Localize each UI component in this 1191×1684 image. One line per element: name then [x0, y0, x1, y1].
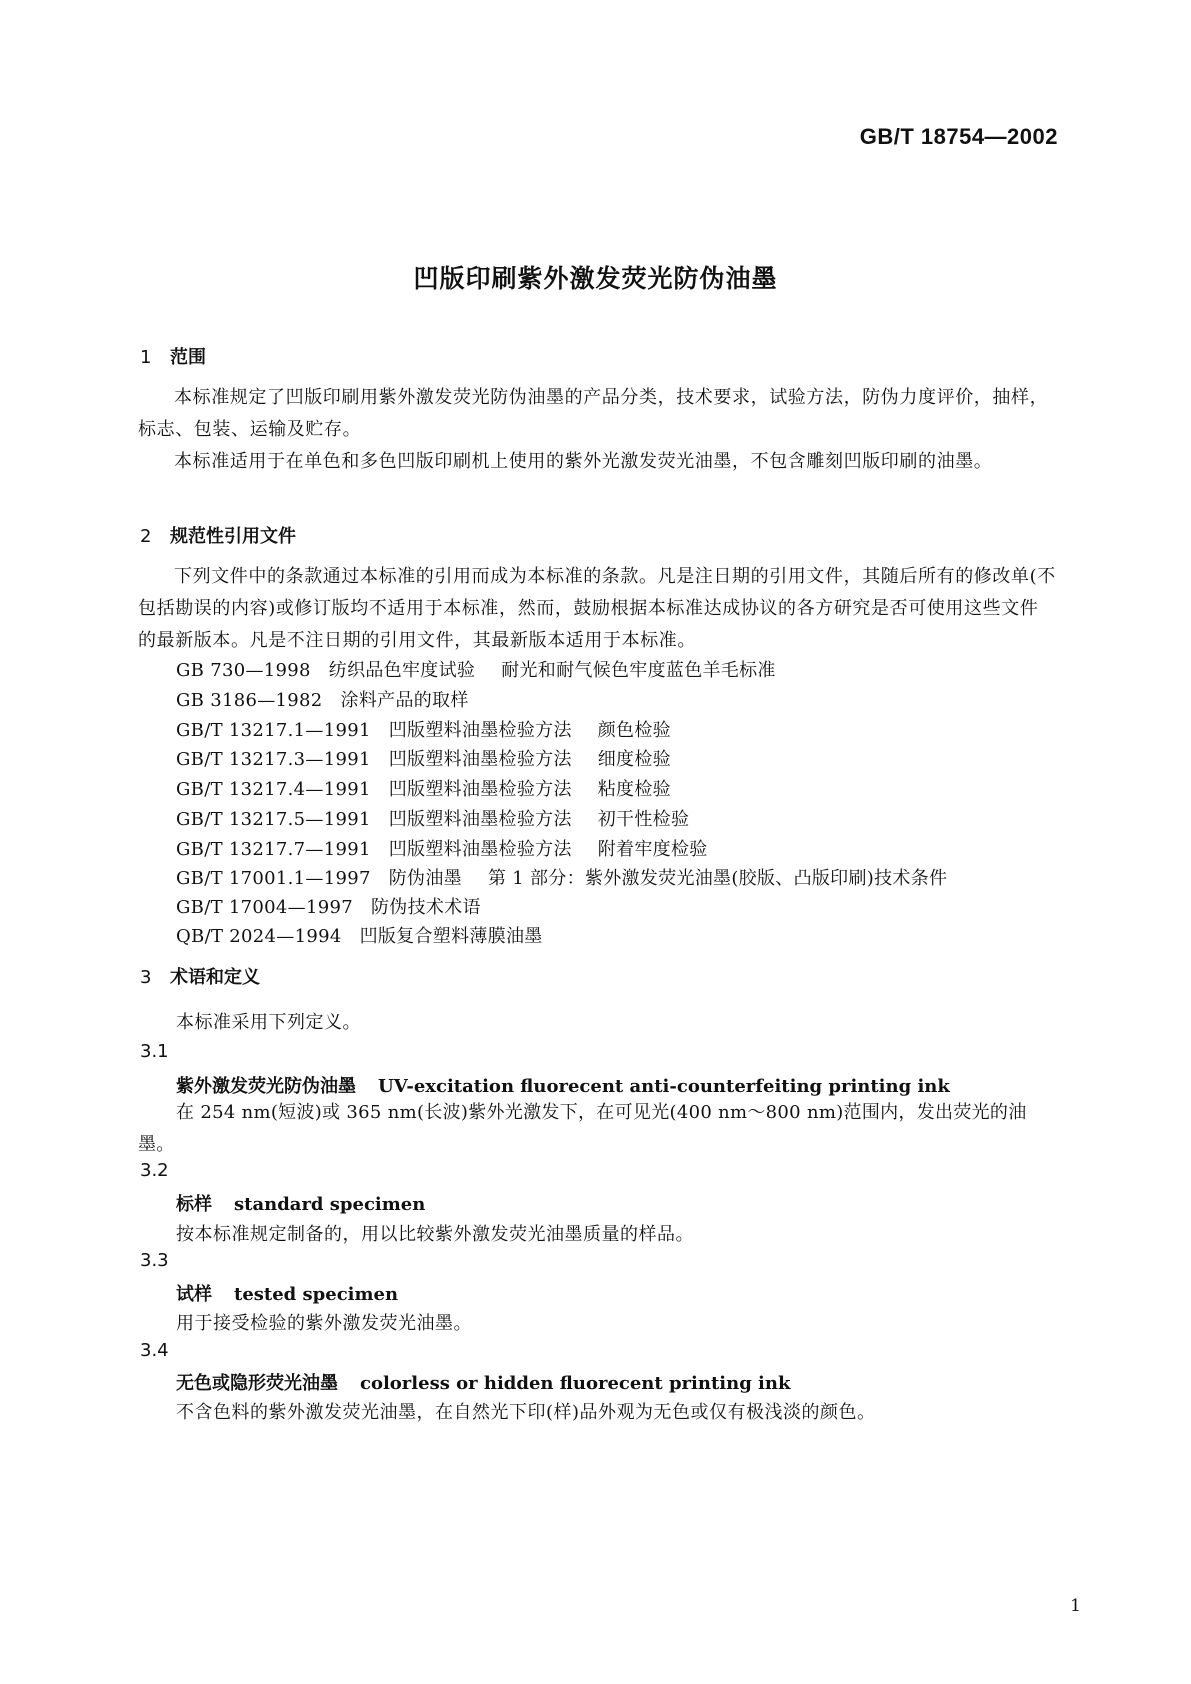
document-title: 凹版印刷紫外激发荧光防伪油墨	[413, 264, 778, 293]
reference-code: GB/T 13217.3—1991	[176, 749, 371, 770]
reference-title: 凹版塑料油墨检验方法	[388, 809, 572, 830]
reference-item	[176, 805, 689, 831]
reference-item	[176, 686, 469, 712]
section-number: 2	[140, 526, 152, 547]
section-title: 规范性引用文件	[170, 526, 296, 547]
section-number: 3	[140, 967, 152, 988]
reference-title: 凹版塑料油墨检验方法	[388, 839, 572, 860]
section-number: 1	[140, 347, 152, 368]
section-title: 范围	[170, 347, 206, 368]
reference-title: 凹版塑料油墨检验方法	[388, 749, 572, 770]
reference-code: GB/T 13217.7—1991	[176, 839, 371, 860]
reference-subtitle: 粘度检验	[597, 779, 671, 800]
section-2-heading	[140, 522, 296, 548]
reference-item	[176, 893, 481, 919]
reference-item	[176, 864, 947, 890]
reference-code: GB 730—1998	[176, 660, 311, 681]
page-number: 1	[1070, 1596, 1081, 1616]
references-intro: 下列文件中的条款通过本标准的引用而成为本标准的条款。凡是注日期的引用文件，其随后所有的修改单(不包括勘误的内容)或修订版均不适用于本标准，然而，鼓励根据本标准达成协议的各方研究是否可使用这些文件的最新版本。凡是不注日期的引用文件，其最新版本适用于本标准。	[138, 566, 1056, 651]
definition-text: 用于接受检验的紫外激发荧光油墨。	[176, 1313, 472, 1334]
reference-title: 防伪油墨	[388, 868, 462, 889]
standard-code: GB/T 18754—2002	[859, 124, 1058, 149]
definitions-intro: 本标准采用下列定义。	[176, 1012, 361, 1033]
term-en: colorless or hidden fluorecent printing ink	[360, 1373, 791, 1394]
reference-subtitle: 初干性检验	[597, 809, 690, 830]
reference-subtitle: 第 1 部分：紫外激发荧光油墨(胶版、凸版印刷)技术条件	[487, 868, 948, 889]
term-cn: 标样	[176, 1194, 212, 1215]
term-cn: 紫外激发荧光防伪油墨	[176, 1076, 356, 1097]
reference-code: GB 3186—1982	[176, 690, 323, 711]
definition-number: 3.2	[140, 1160, 169, 1181]
reference-title: 凹版塑料油墨检验方法	[388, 779, 572, 800]
reference-code: GB/T 13217.5—1991	[176, 809, 371, 830]
reference-item	[176, 835, 708, 861]
term-cn: 无色或隐形荧光油墨	[176, 1373, 338, 1394]
definition-text: 在 254 nm(短波)或 365 nm(长波)紫外光激发下，在可见光(400 nm～800 nm)范围内，发出荧光的油墨。	[138, 1102, 1027, 1155]
definition-text: 按本标准规定制备的，用以比较紫外激发荧光油墨质量的样品。	[176, 1224, 694, 1245]
reference-subtitle: 细度检验	[597, 749, 671, 770]
reference-code: GB/T 13217.4—1991	[176, 779, 371, 800]
reference-item	[176, 775, 671, 801]
section-3-heading	[140, 963, 260, 989]
reference-subtitle: 附着牢度检验	[597, 839, 708, 860]
reference-item	[176, 716, 671, 742]
reference-code: GB/T 17004—1997	[176, 897, 353, 918]
reference-code: GB/T 17001.1—1997	[176, 868, 371, 889]
reference-title: 纺织品色牢度试验	[328, 660, 476, 681]
definition-number: 3.3	[140, 1250, 169, 1271]
definition-text: 不含色料的紫外激发荧光油墨，在自然光下印(样)品外观为无色或仅有极浅淡的颜色。	[176, 1402, 876, 1423]
reference-item	[176, 922, 543, 948]
reference-title: 涂料产品的取样	[340, 690, 469, 711]
reference-title: 凹版复合塑料薄膜油墨	[359, 926, 543, 947]
term-en: tested specimen	[234, 1284, 399, 1305]
definition-term	[176, 1369, 790, 1395]
reference-title: 防伪技术术语	[370, 897, 481, 918]
section-title: 术语和定义	[170, 967, 260, 988]
definition-number: 3.1	[140, 1041, 169, 1062]
definition-term	[176, 1190, 425, 1216]
section-1-heading	[140, 343, 206, 369]
reference-item	[176, 656, 776, 682]
term-en: UV-excitation fluorecent anti-counterfeiting printing ink	[378, 1076, 950, 1097]
definition-number: 3.4	[140, 1340, 169, 1361]
scope-paragraph-1: 本标准规定了凹版印刷用紫外激发荧光防伪油墨的产品分类，技术要求，试验方法，防伪力度评价，抽样，标志、包装、运输及贮存。	[138, 387, 1049, 440]
scope-paragraph-2: 本标准适用于在单色和多色凹版印刷机上使用的紫外光激发荧光油墨，不包含雕刻凹版印刷的油墨。	[174, 451, 993, 472]
definition-term	[176, 1072, 950, 1098]
reference-code: GB/T 13217.1—1991	[176, 720, 371, 741]
reference-item	[176, 745, 671, 771]
term-en: standard specimen	[234, 1194, 426, 1215]
term-cn: 试样	[176, 1284, 212, 1305]
reference-subtitle: 颜色检验	[597, 720, 671, 741]
definition-term	[176, 1280, 398, 1306]
reference-code: QB/T 2024—1994	[176, 926, 342, 947]
reference-subtitle: 耐光和耐气候色牢度蓝色羊毛标准	[501, 660, 776, 681]
reference-title: 凹版塑料油墨检验方法	[388, 720, 572, 741]
